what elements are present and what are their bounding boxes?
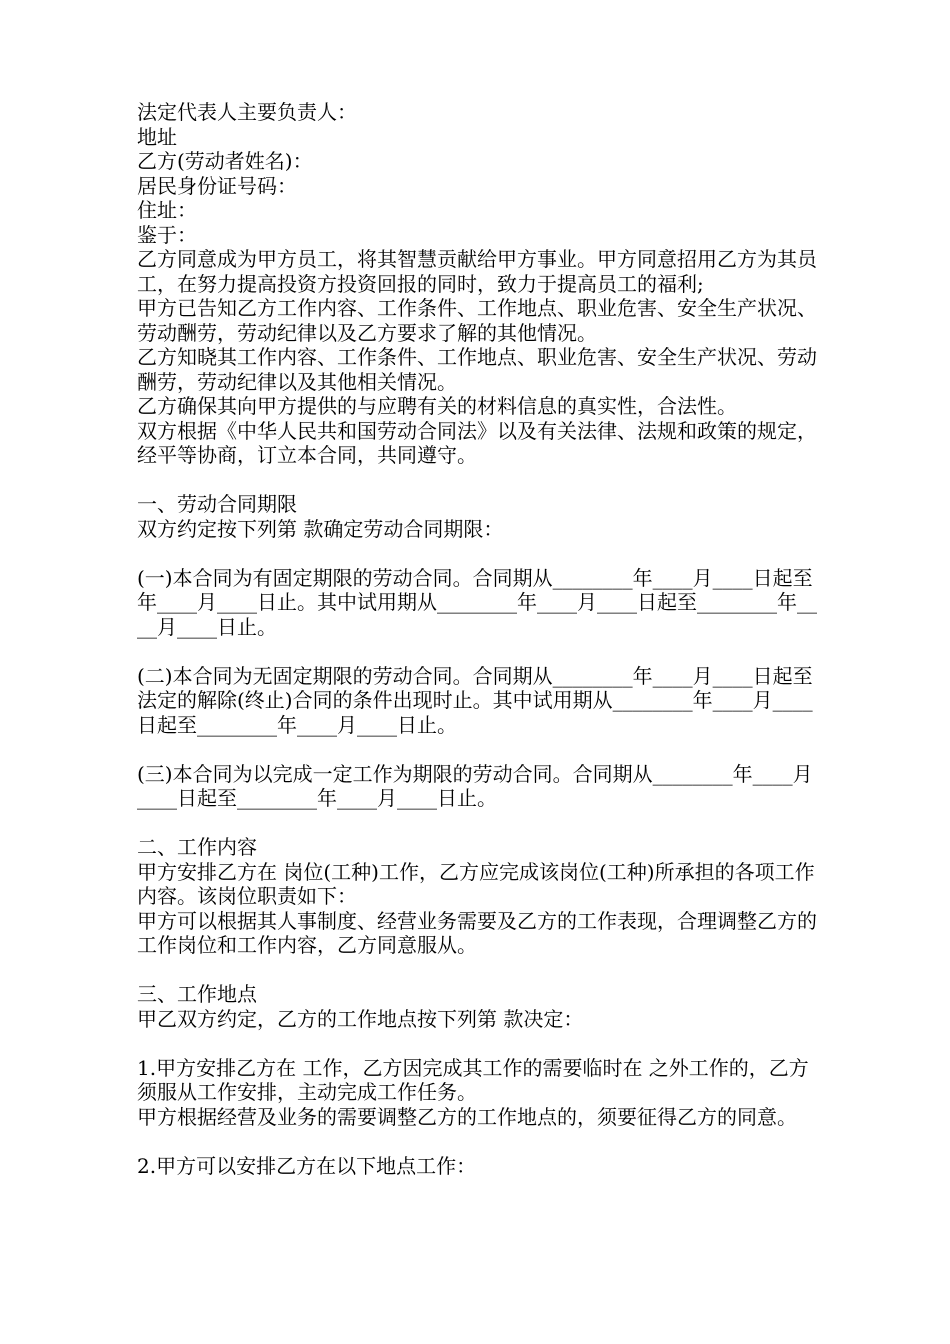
paragraph: (一)本合同为有固定期限的劳动合同。合同期从________年____月____日起至年____月____日止。其中试用期从________年____月____日起至________年____月____日止。	[137, 565, 817, 639]
paragraph: 乙方确保其向甲方提供的与应聘有关的材料信息的真实性，合法性。	[137, 394, 737, 418]
paragraph: 乙方同意成为甲方员工，将其智慧贡献给甲方事业。甲方同意招用乙方为其员工，在努力提高投资方投资回报的同时，致力于提高员工的福利;	[137, 247, 817, 296]
paragraph: 甲方安排乙方在 岗位(工种)工作，乙方应完成该岗位(工种)所承担的各项工作内容。该岗位职责如下：	[137, 859, 815, 908]
text-line: 乙方(劳动者姓名)：	[137, 149, 313, 173]
paragraph: 乙方知晓其工作内容、工作条件、工作地点、职业危害、安全生产状况、劳动酬劳，劳动纪律以及其他相关情况。	[137, 345, 817, 394]
blank-line	[137, 1129, 817, 1154]
text-line: 居民身份证号码：	[137, 173, 297, 198]
text-line: 地址	[137, 124, 177, 149]
section-heading: 三、工作地点	[137, 982, 257, 1006]
section-heading: 二、工作内容	[137, 835, 257, 859]
paragraph: 双方约定按下列第 款确定劳动合同期限：	[137, 516, 504, 541]
blank-line	[137, 541, 817, 566]
paragraph: 甲方根据经营及业务的需要调整乙方的工作地点的，须要征得乙方的同意。	[137, 1104, 797, 1129]
contract-document	[137, 100, 817, 1178]
paragraph: 甲方已告知乙方工作内容、工作条件、工作地点、职业危害、安全生产状况、劳动酬劳，劳动纪律以及乙方要求了解的其他情况。	[137, 296, 817, 345]
blank-line	[137, 811, 817, 836]
paragraph: (二)本合同为无固定期限的劳动合同。合同期从________年____月____日起至法定的解除(终止)合同的条件出现时止。其中试用期从________年____月____日起至________年____月____日止。	[137, 663, 813, 737]
blank-line	[137, 639, 817, 664]
blank-line	[137, 737, 817, 762]
paragraph: 1.甲方安排乙方在 工作，乙方因完成其工作的需要临时在 之外工作的，乙方须服从工作安排，主动完成工作任务。	[137, 1055, 809, 1104]
paragraph: 甲方可以根据其人事制度、经营业务需要及乙方的工作表现，合理调整乙方的工作岗位和工作内容，乙方同意服从。	[137, 908, 817, 957]
text-line: 法定代表人主要负责人：	[137, 100, 357, 124]
text-line: 住址：	[137, 198, 197, 222]
blank-line	[137, 958, 817, 983]
paragraph: 甲乙双方约定，乙方的工作地点按下列第 款决定：	[137, 1006, 584, 1031]
section-heading: 一、劳动合同期限	[137, 492, 297, 516]
paragraph: (三)本合同为以完成一定工作为期限的劳动合同。合同期从________年____月____日起至________年____月____日止。	[137, 761, 813, 810]
paragraph: 双方根据《中华人民共和国劳动合同法》以及有关法律、法规和政策的规定，经平等协商，订立本合同，共同遵守。	[137, 418, 817, 467]
blank-line	[137, 468, 817, 493]
blank-line	[137, 1031, 817, 1056]
paragraph: 2.甲方可以安排乙方在以下地点工作：	[137, 1153, 477, 1178]
text-line: 鉴于：	[137, 222, 197, 247]
